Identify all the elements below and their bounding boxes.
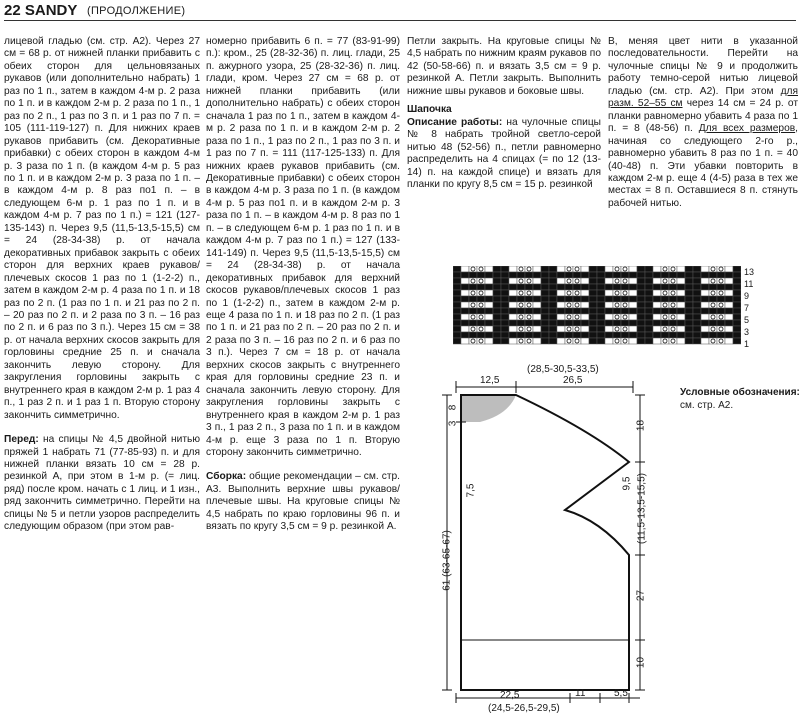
all-sizes-note: Для всех размеров — [698, 123, 796, 135]
dim-left-mid: 7,5 — [465, 483, 477, 498]
dim-bottom-width: 22,5 — [500, 690, 520, 701]
hat-cont-text-2: через 14 см = 24 р. от планки равномерно убавить 4 раза по 1 п. = 8 (48-56) п. — [608, 98, 798, 135]
front-text: на спицы № 4,5 двойной нитью пряжей 1 набрать 71 (77-85-93) п. и для нижней планки вязать 10 см = 28 р. резинкой А, при этом в 1-м р. (= лиц. ряд) после кром. начать с 1 лиц. и 1 изн., ряд закончить симметрично. Перейти на спицы № 5 и петли узоров распределить следующим образом (при этом рав- — [4, 434, 200, 533]
row-label: 1 — [744, 339, 750, 349]
hat-cont-text-3: , начиная со следующего 2-го р., равномерно убавить 8 раз по 1 п. = 40 (40-48) п. Эти убавки повторить в каждом 2-м р. еще 4 (4-5) раза в тех же местах = 8 п. Оставшиеся 8 п. стянуть рабочей нитью. — [608, 123, 798, 209]
assembly-cont: Петли закрыть. На круговые спицы № 4,5 набрать по нижним краям рукавов по 42 (50-58-66) п. и вязать 3,5 см = 9 р. резинкой А. Петли закрыть. Выполнить нижние швы рукавов и боковые швы. — [407, 36, 601, 97]
dim-neck-depth: 8 — [447, 404, 459, 411]
body-outline — [461, 395, 629, 690]
hat-title: Шапочка — [407, 104, 452, 116]
hat-desc-text: на чулочные спицы № 8 набрать тройной светло-серой нитью 48 (52-56) п., петли равномерно распределить на 4 спицах (= по 12 (13-14) п. на каждой спице) и вязать для планки по кругу 8,5 см = 15 р. резинкой — [407, 116, 601, 190]
dim-ribbing: 10 — [635, 656, 647, 669]
assembly-label: Сборка: — [206, 471, 247, 483]
dimension-lines — [442, 381, 645, 703]
dim-shoulder: 12,5 — [480, 375, 500, 386]
row-label: 7 — [744, 303, 750, 313]
page-number-title: 22 SANDY — [4, 2, 78, 19]
legend-ref: см. стр. А2. — [680, 400, 734, 411]
dim-right-bottom-2: 5,5 — [614, 688, 628, 699]
dim-bottom-sizes: (24,5-26,5-29,5) — [488, 703, 560, 714]
front-label: Перед: — [4, 434, 39, 446]
dim-sleeve: 9,5 — [621, 476, 633, 491]
assembly-text: общие рекомендации – см. стр. А3. Выполнить верхние швы рукавов/плечевые швы. На круговые спицы № 4,5 набрать по краю горловины 96 п. и вязать по кругу 3,5 см = 9 р. резинкой А. — [206, 471, 400, 533]
dim-sleeve-sizes: (11,5-13,5-15,5) — [636, 473, 648, 544]
continuation-label: (ПРОДОЛЖЕНИЕ) — [87, 5, 186, 17]
dim-top-right: 26,5 — [563, 375, 583, 386]
front-instructions-cont: номерно прибавить 6 п. = 77 (83-91-99) п.): кром., 25 (28-32-36) п. лиц. глади, 25 п. ажурного узора, 25 (28-32-36) п. лиц. глади, кром. Через 27 см = 68 р. от нижней планки прибавить (или дополнительно набрать) с обеих сторон сначала 1 раз по 1 п., затем в каждом 4-м р. 2 раза по 1 п. и в каждом 2-м р. 2 раза по 1 п., 1 раз по 2 п., 1 раз по 3 п. и 1 раз по 7 п. = 111 (117-125-133) п. Для нижних краев рукавов прибавить (см. Декоративные прибавки) с обеих сторон в каждом 4-м р. 3 раза по 1 п. (в каждом 4-м р. 5 раз по1 п. и в каждом 2-м р. 3 раза по 1 п. – в каждом 4-м р. 8 раз по 1 п. – в следующем 6-м р. 1 раз по 1 п. и в каждом 4-м р. 7 раз по 1 п.) = 127 (133-141-149) п. Через 9,5 (11,5-13,5-15,5) см = 24 (28-34-38) р. от начала декоративных прибавок для верхний скосов рукавов/плечевых скосов 1 раз по 1 (1-2-2) п., затем в каждом 2-м р. еще 4 раза по 1 п. и 18 раз по 2 п. (1 раз по 1 п. и 21 раз по 2 п. – 20 раз по 2 п. и 2 раза по 3 п. – 16 раз по 2 п. и 6 раз по 3 п.). Через 7 см = 18 р. от начала верхних скосов закрыть с внутреннего края для горловины средние 23 п. и сначала закончить левую сторону. Для закругления горловины закрыть с внутреннего края в каждом 2-м р. 1 раз 3 п., 1 раз 2 п., 3 раза по 1 п. и в каждом 4-м р. еще 3 раза по 1 п. Вторую сторону закончить симметрично. — [206, 36, 400, 458]
hat-desc-label: Описание работы: — [407, 116, 503, 128]
legend-title: Условные обозначения: — [680, 387, 800, 398]
dim-armhole: 18 — [635, 419, 647, 432]
dim-total-height: 61 (63-65-67) — [441, 530, 453, 591]
dim-top-width: (28,5-30,5-33,5) — [527, 364, 599, 375]
row-label: 9 — [744, 291, 750, 301]
dim-neck-depth-2: 3 — [447, 420, 459, 427]
row-label: 13 — [744, 267, 755, 277]
row-label: 5 — [744, 315, 750, 325]
dim-side: 27 — [635, 589, 647, 602]
hat-cont-text-1: В, меняя цвет нити в указанной последовательности. Перейти на чулочные спицы № 9 и продолжить работу темно-серой нитью лицевой гладью (см. стр. А2). При этом — [608, 36, 798, 97]
size-note: для разм. 52–55 см — [608, 85, 798, 110]
row-label: 3 — [744, 327, 750, 337]
row-label: 11 — [744, 279, 754, 289]
dim-right-bottom: 11 — [575, 688, 586, 699]
back-instructions: лицевой гладью (см. стр. А2). Через 27 см = 68 р. от нижней планки прибавить с обеих сторон для цельновязаных рукавов (или дополнительно набрать) 1 раз по 1 п., затем в каждом 4-м р. 2 раза по 1 п. и в каждом 2-м р. 2 раза по 1 п., 1 раз по 2 п., 1 раз по 3 п. и 1 раз по 7 п. = 105 (111-119-127) п. Для нижних краев рукавов прибавить (см. Декоративные прибавки) с обеих сторон в каждом 4-м р. 3 раза по 1 п. (в каждом 4-м р. 5 раз по 1 п. и в каждом 2-м р. 3 раза по 1 п. – в каждом 4-м р. 8 раз по1 п. – в следующем 6-м р. 1 раз по 1 п. и в каждом 4-м р. 7 раз по 1 п.) = 121 (127-135-143) п. Через 9,5 (11,5-13,5-15,5) см = 24 (28-34-38) р. от начала декоративных прибавок закрыть с обеих сторон для верхних краев рукавов/плечевых скосов 1 раз по 1 (1-2-2) п., затем в каждом 2-м р. 4 раза по 1 п. и 18 раз по 2 п. (1 раз по 1 п. и 21 раз по 2 п. – 20 раз по 2 п. и 2 раза по 3 п. – 16 раз по 2 п. и 6 раз по 3 п.). Через 15 см = 38 р. от начала верхних скосов закрыть для горловины средние 25 п. и сначала закончить левую сторону. Для закругления горловины закрыть с внутреннего края в каждом 2-м р. 1 раз 4 п., 1 раз 2 п. и 1 раз 1 п. Вторую сторону закончить симметрично. — [4, 36, 200, 421]
neckline-shading — [461, 395, 516, 422]
